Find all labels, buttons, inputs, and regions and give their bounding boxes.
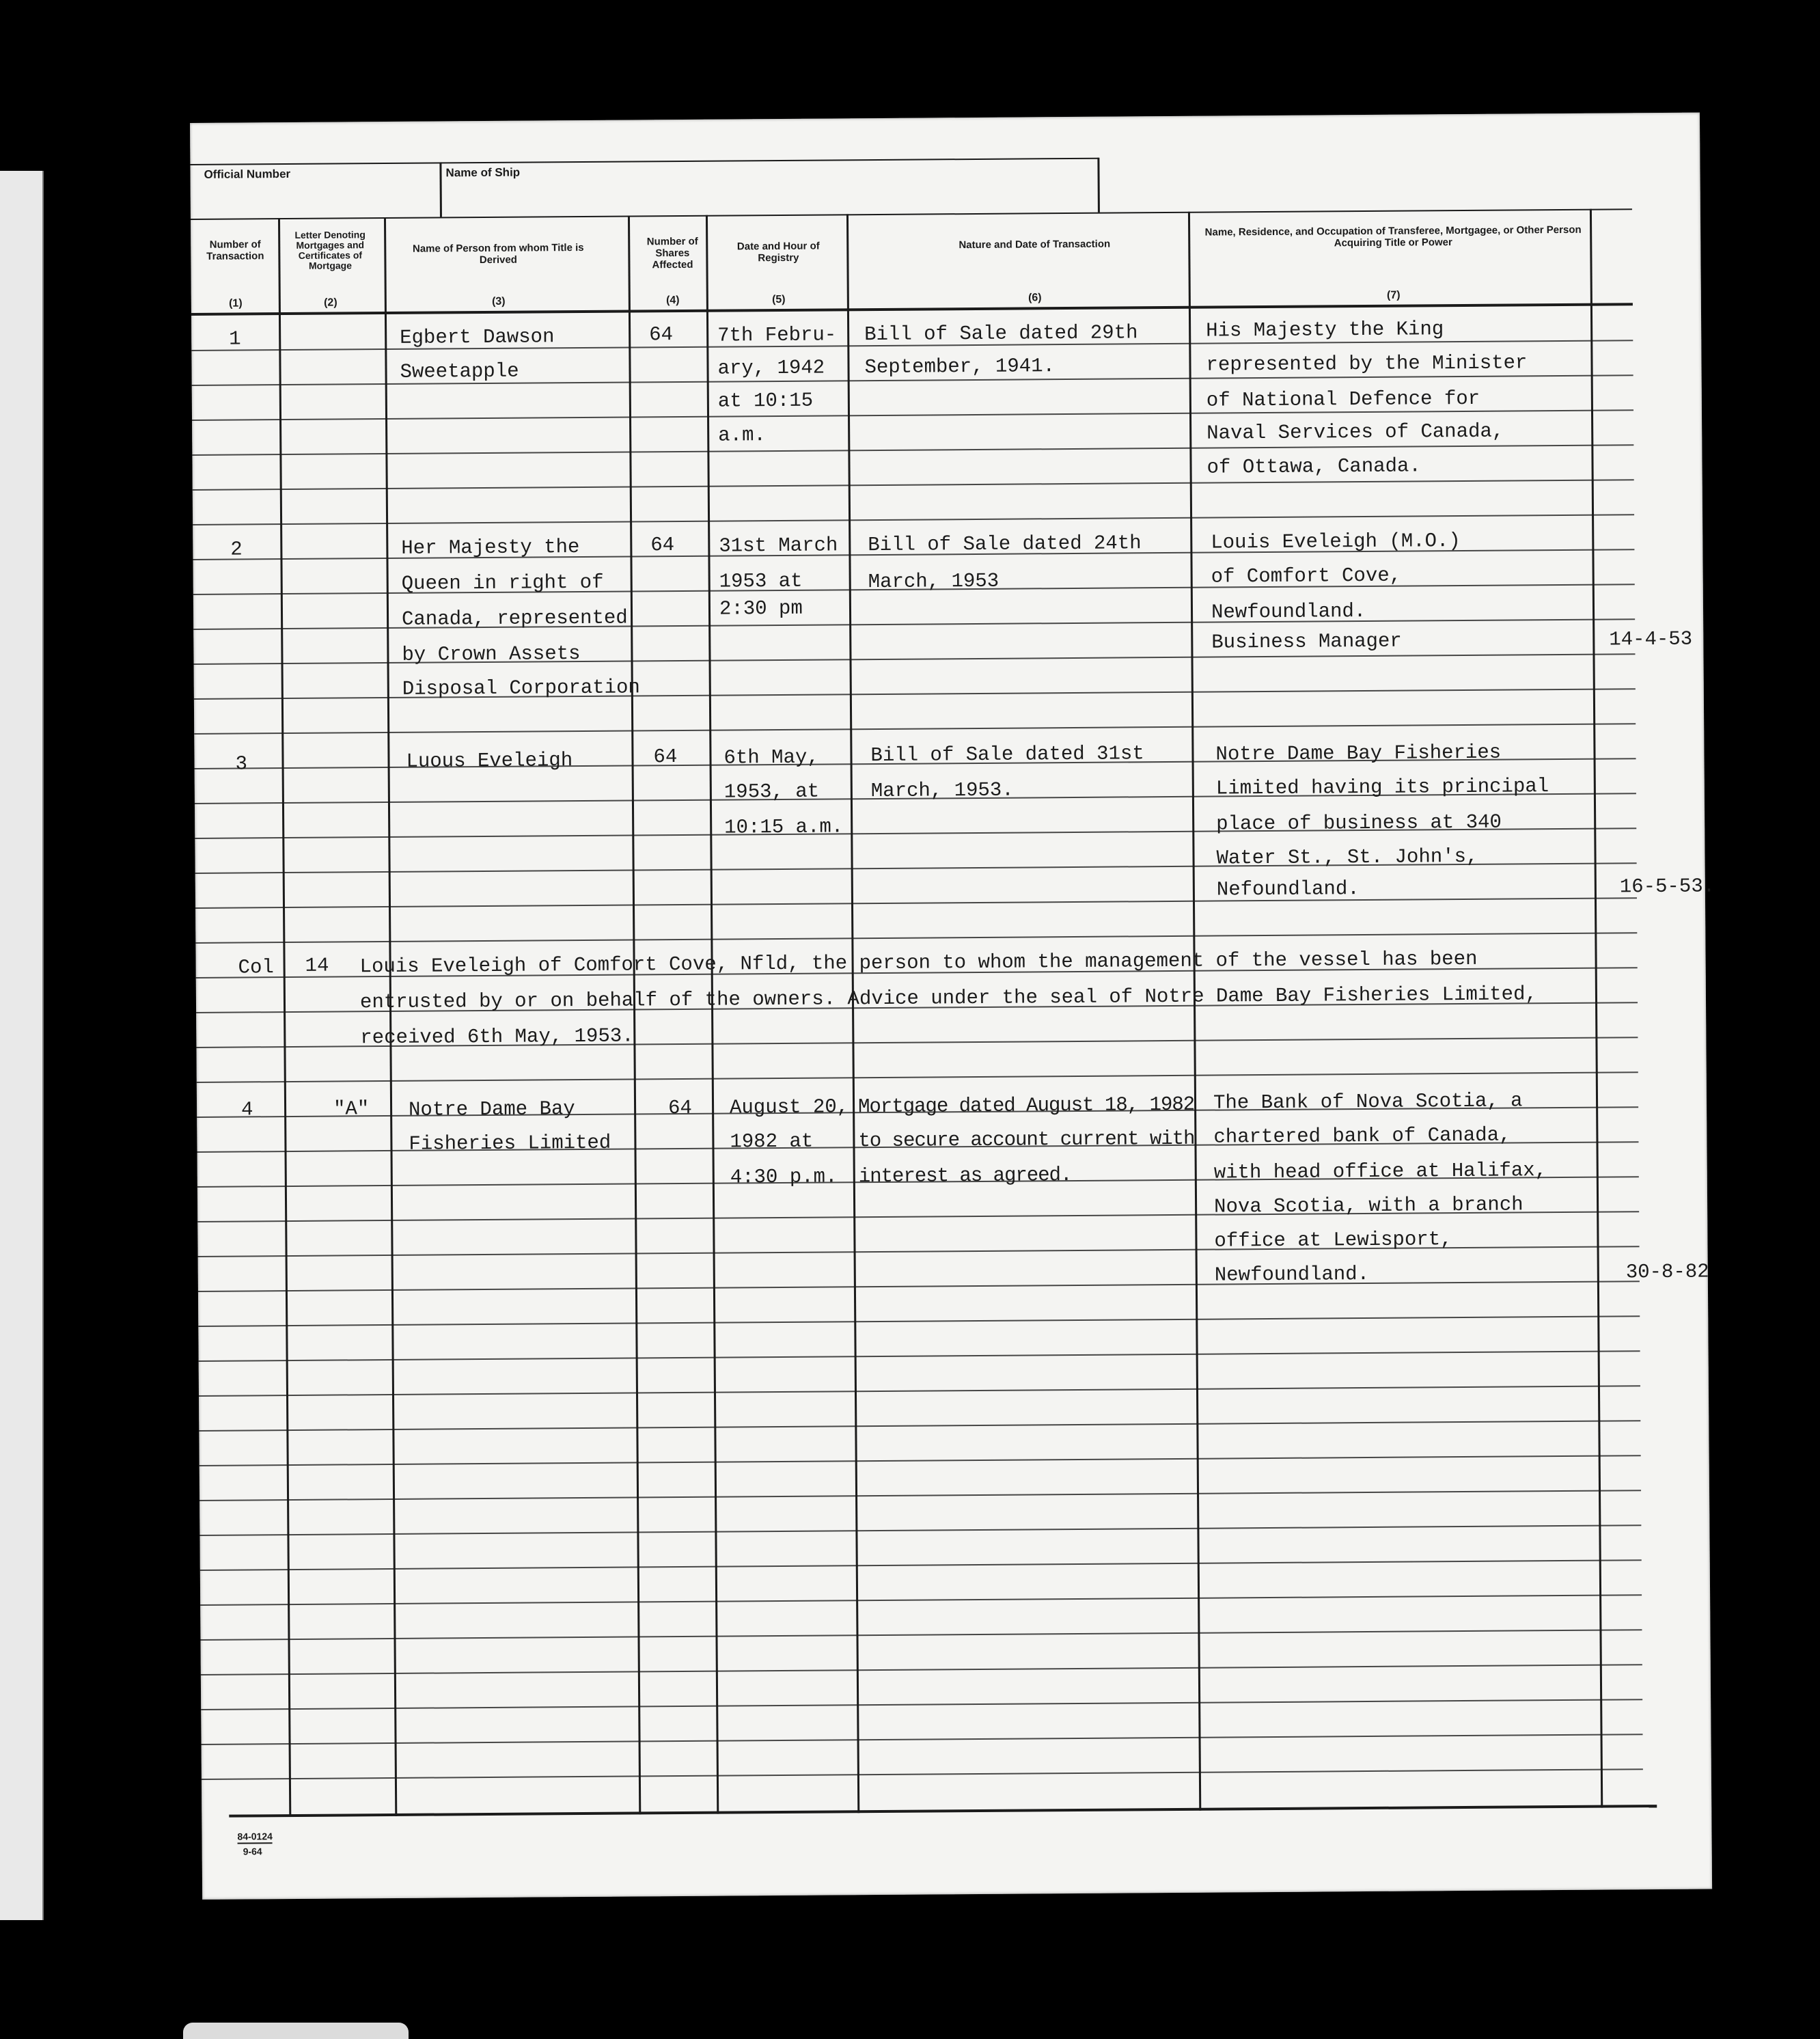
ruled-line bbox=[202, 1768, 1643, 1780]
table-bottom-rule bbox=[229, 1805, 1657, 1818]
col7-number: (7) bbox=[1386, 289, 1401, 301]
ruled-line bbox=[200, 1629, 1642, 1641]
col3-header: Name of Person from whom Title is Derived bbox=[412, 241, 584, 266]
entry2-nature-line2: March, 1953 bbox=[868, 569, 999, 594]
ship-register-sheet bbox=[190, 113, 1715, 1900]
entry2-shares: 64 bbox=[650, 534, 675, 557]
entry4-nature-line2: to secure account current with bbox=[858, 1127, 1195, 1153]
ruled-line bbox=[193, 479, 1634, 491]
col6-header: Nature and Date of Transaction bbox=[959, 238, 1111, 251]
col3-number: (3) bbox=[491, 295, 506, 307]
col4-number: (4) bbox=[665, 295, 680, 307]
col4-header: Number of Shares Affected bbox=[646, 235, 698, 271]
form-code-line1: 84-0124 bbox=[237, 1831, 273, 1844]
entry1-registry-line2: ary, 1942 bbox=[717, 356, 825, 380]
entry3-nature-line1: Bill of Sale dated 31st bbox=[870, 742, 1144, 767]
entry3-from-line1: Luous Eveleigh bbox=[406, 749, 573, 773]
entry4-from-line2: Fisheries Limited bbox=[409, 1131, 611, 1155]
ruled-line bbox=[195, 897, 1637, 909]
entry3-number: 3 bbox=[235, 752, 248, 776]
ruled-line bbox=[199, 1385, 1640, 1397]
entry4-number: 4 bbox=[240, 1098, 253, 1121]
entry3-transferee-line4: Water St., St. John's, bbox=[1216, 845, 1478, 870]
col2-number: (2) bbox=[324, 297, 337, 309]
entry3-date-note: 16-5-53. bbox=[1619, 875, 1715, 899]
entry2-registry-line1: 31st March bbox=[719, 534, 838, 558]
ruled-line bbox=[198, 1315, 1640, 1327]
entry4-transferee-line1: The Bank of Nova Scotia, a bbox=[1213, 1089, 1523, 1114]
entry4-transferee-line6: Newfoundland. bbox=[1214, 1262, 1370, 1287]
entry1-transferee-line5: of Ottawa, Canada. bbox=[1207, 454, 1421, 479]
entry2-transferee-line4: Business Manager bbox=[1211, 629, 1402, 654]
ruled-line bbox=[200, 1594, 1642, 1606]
ruled-line bbox=[199, 1350, 1640, 1362]
entry3-transferee-line1: Notre Dame Bay Fisheries bbox=[1215, 741, 1502, 766]
entry2-registry-line3: 2:30 pm bbox=[719, 597, 803, 620]
entry2-transferee-line1: Louis Eveleigh (M.O.) bbox=[1211, 530, 1461, 554]
entry2-from-line5: Disposal Corporation bbox=[402, 676, 640, 700]
ruled-line bbox=[199, 1524, 1641, 1536]
entry4-transferee-line5: office at Lewisport, bbox=[1214, 1228, 1452, 1253]
entry2-from-line2: Queen in right of bbox=[401, 571, 604, 595]
entry1-transferee-line1: His Majesty the King bbox=[1206, 318, 1444, 342]
top-box-top-border bbox=[190, 158, 1099, 165]
col-rule-7 bbox=[1590, 209, 1603, 1808]
header-top-rule bbox=[191, 208, 1632, 220]
col7-header: Name, Residence, and Occupation of Transferee, Mortgagee, or Other Person Acquiring Title or Power bbox=[1204, 223, 1582, 249]
col-note-line2: entrusted by or on behalf of the owners. Advice under the seal of Notre Dame Bay Fisheries Limited, bbox=[359, 983, 1537, 1014]
entry4-nature-line1: Mortgage dated August 18, 1982 bbox=[857, 1093, 1195, 1119]
official-number-label: Official Number bbox=[204, 167, 291, 181]
entry1-from-line1: Egbert Dawson bbox=[400, 325, 555, 349]
ruled-line bbox=[199, 1420, 1640, 1432]
entry1-registry-line1: 7th Febru- bbox=[717, 323, 837, 347]
col-rule-2 bbox=[384, 217, 397, 1816]
entry4-transferee-line3: with head office at Halifax, bbox=[1213, 1159, 1547, 1184]
ruled-lines bbox=[190, 113, 1700, 123]
col2-header: Letter Denoting Mortgages and Certificates of Mortgage bbox=[294, 229, 366, 271]
entry1-nature-line2: September, 1941. bbox=[864, 355, 1056, 379]
entry3-registry-line1: 6th May, bbox=[723, 745, 819, 769]
col-note-line1: Louis Eveleigh of Comfort Cove, Nfld, the person to whom the management of the vessel has been bbox=[359, 947, 1478, 979]
ruled-line bbox=[199, 1455, 1641, 1466]
entry1-number: 1 bbox=[229, 327, 241, 351]
entry2-transferee-line3: Newfoundland. bbox=[1211, 600, 1366, 624]
entry1-nature-line1: Bill of Sale dated 29th bbox=[864, 321, 1138, 346]
ruled-line bbox=[197, 1071, 1638, 1083]
col-note-label: Col bbox=[238, 956, 274, 979]
ruled-line bbox=[198, 1281, 1640, 1292]
entry4-letter: "A" bbox=[333, 1097, 370, 1121]
entry1-registry-line4: a.m. bbox=[718, 424, 766, 447]
entry3-transferee-line3: place of business at 340 bbox=[1216, 810, 1502, 836]
entry4-nature-line3: interest as agreed. bbox=[858, 1164, 1072, 1188]
entry3-registry-line3: 10:15 a.m. bbox=[724, 815, 844, 839]
ruled-line bbox=[192, 409, 1633, 421]
ruled-line bbox=[194, 723, 1636, 735]
col5-header: Date and Hour of Registry bbox=[736, 240, 820, 264]
ruled-line bbox=[200, 1559, 1642, 1571]
ruled-line bbox=[202, 1734, 1643, 1745]
col5-number: (5) bbox=[771, 293, 786, 306]
entry2-from-line1: Her Majesty the bbox=[401, 536, 580, 560]
col-rule-1 bbox=[278, 218, 291, 1817]
entry1-transferee-line3: of National Defence for bbox=[1206, 387, 1480, 412]
entry2-date-note: 14-4-53 bbox=[1609, 627, 1693, 651]
form-code-line2: 9-64 bbox=[243, 1846, 262, 1857]
col-rule-5 bbox=[846, 214, 859, 1813]
ruled-line bbox=[201, 1664, 1642, 1675]
entry2-registry-line2: 1953 at bbox=[719, 569, 803, 593]
col6-number: (6) bbox=[1028, 292, 1042, 304]
col-note-ref: 14 bbox=[305, 954, 329, 977]
entry1-transferee-line2: represented by the Minister bbox=[1206, 351, 1528, 377]
name-of-ship-label: Name of Ship bbox=[445, 165, 521, 180]
entry2-nature-line1: Bill of Sale dated 24th bbox=[868, 532, 1142, 557]
entry4-registry-line3: 4:30 p.m. bbox=[730, 1165, 838, 1189]
ruled-line bbox=[199, 1490, 1641, 1501]
adjacent-page-edge bbox=[0, 171, 44, 1920]
entry4-date-note: 30-8-82 bbox=[1625, 1260, 1709, 1284]
entry1-from-line2: Sweetapple bbox=[400, 359, 519, 383]
entry4-shares: 64 bbox=[667, 1096, 693, 1120]
entry2-transferee-line2: of Comfort Cove, bbox=[1211, 564, 1402, 588]
entry3-shares: 64 bbox=[653, 745, 678, 769]
ruled-line bbox=[195, 932, 1637, 944]
col-rule-3 bbox=[628, 216, 641, 1815]
col-rule-4 bbox=[706, 215, 719, 1814]
col-note-line3: received 6th May, 1953. bbox=[360, 1024, 634, 1050]
col-rule-6 bbox=[1188, 212, 1201, 1811]
next-page-edge bbox=[183, 2023, 409, 2039]
entry2-number: 2 bbox=[230, 538, 243, 561]
top-box-divider bbox=[439, 162, 442, 217]
entry4-registry-line2: 1982 at bbox=[730, 1130, 814, 1153]
ruled-line bbox=[201, 1699, 1642, 1710]
top-box-right-border bbox=[1097, 158, 1100, 213]
ruled-line bbox=[193, 514, 1634, 525]
col1-number: (1) bbox=[229, 297, 243, 310]
entry2-from-line4: by Crown Assets bbox=[402, 642, 581, 666]
entry4-registry-line1: August 20, bbox=[729, 1095, 849, 1119]
col1-header: Number of Transaction bbox=[206, 238, 264, 262]
entry3-nature-line2: March, 1953. bbox=[870, 778, 1014, 803]
entry1-registry-line3: at 10:15 bbox=[717, 389, 814, 413]
entry4-transferee-line4: Nova Scotia, with a branch bbox=[1213, 1193, 1523, 1218]
entry1-shares: 64 bbox=[649, 323, 674, 346]
entry3-transferee-line5: Nefoundland. bbox=[1216, 877, 1360, 901]
entry1-transferee-line4: Naval Services of Canada, bbox=[1207, 420, 1504, 445]
entry4-transferee-line2: chartered bank of Canada, bbox=[1213, 1123, 1511, 1149]
entry2-from-line3: Canada, represented bbox=[401, 606, 628, 631]
entry4-from-line1: Notre Dame Bay bbox=[408, 1097, 575, 1121]
entry3-registry-line2: 1953, at bbox=[723, 780, 820, 804]
entry3-transferee-line2: Limited having its principal bbox=[1215, 775, 1549, 800]
